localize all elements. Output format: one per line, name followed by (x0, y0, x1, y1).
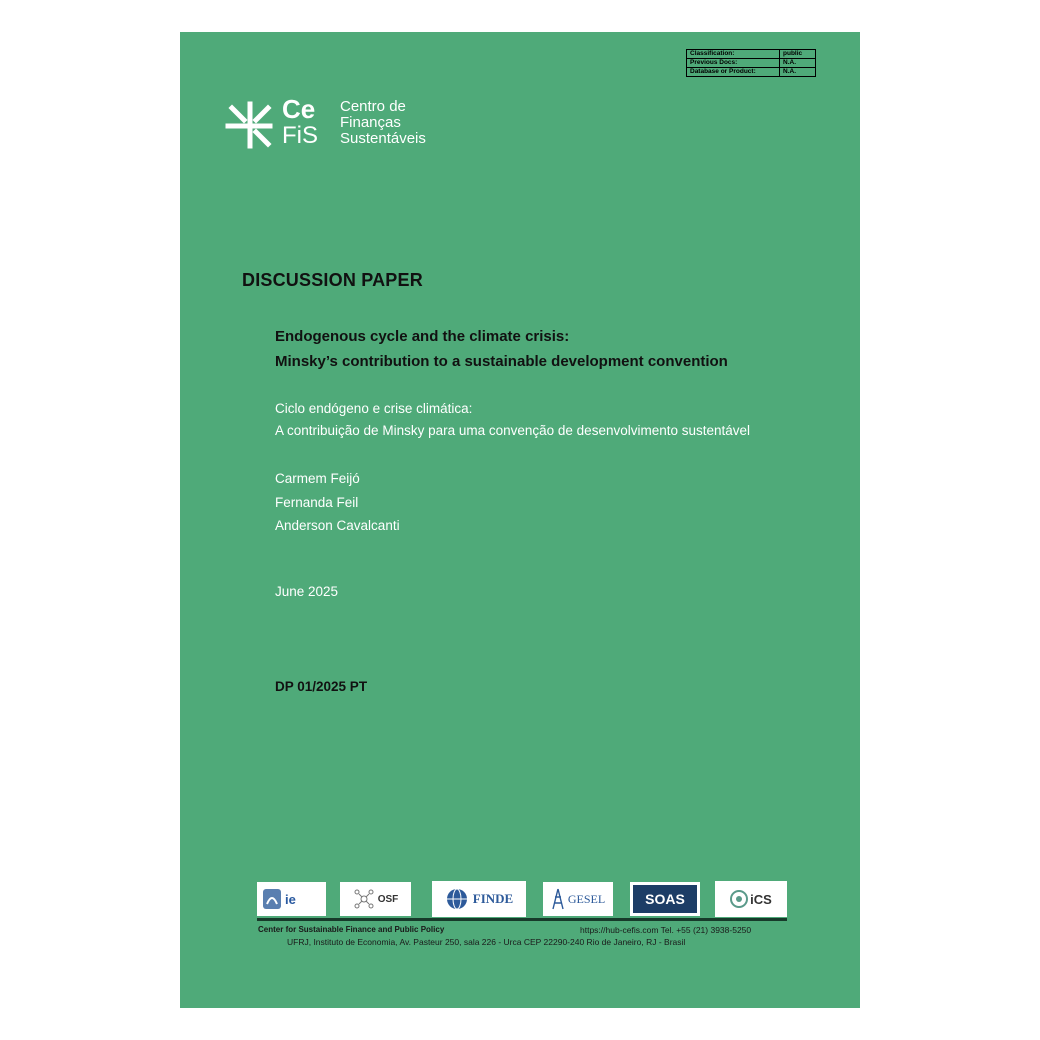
classification-table (686, 49, 816, 77)
footer-organization: Center for Sustainable Finance and Public Policy (258, 925, 445, 934)
author: Fernanda Feil (275, 494, 359, 510)
title-line: Ciclo endógeno e crise climática: (275, 401, 473, 416)
footer-divider (257, 918, 787, 921)
partner-logo-ie (257, 882, 326, 916)
author: Anderson Cavalcanti (275, 518, 400, 533)
publication-date: June 2025 (275, 584, 339, 599)
footer-address: UFRJ, Instituto de Economia, Av. Pasteur 250, sala 226 - Urca CEP 22290-240 Rio de Janeiro, RJ - Brasil (287, 937, 686, 947)
partner-logo-osf (340, 882, 411, 916)
classification-key: Database or Product: (687, 68, 780, 77)
ie-emblem-icon (261, 886, 283, 912)
author: Carmem Feijó (275, 471, 360, 486)
partner-logo-finde (432, 881, 526, 917)
title-line: Minsky’s contribution to a sustainable development convention (275, 353, 728, 370)
partner-label: FINDE (472, 891, 514, 906)
logo-ce: Ce (282, 94, 316, 124)
classification-value: public (780, 50, 816, 59)
partner-label: OSF (377, 893, 399, 905)
cefis-mark-icon (222, 98, 274, 150)
logo-fis: FiS (282, 122, 318, 149)
logo-wordmark (340, 99, 426, 147)
title-line: A contribuição de Minsky para uma convenção de desenvolvimento sustentável (275, 423, 751, 438)
classification-value: N.A. (780, 68, 816, 77)
classification-row (687, 59, 816, 68)
osf-network-icon (353, 888, 375, 910)
partner-label: SOAS (645, 891, 685, 907)
classification-row (687, 50, 816, 59)
ics-circle-icon (730, 890, 748, 908)
logo-line: Finanças (340, 114, 401, 131)
gesel-tower-icon (551, 887, 565, 911)
classification-key: Classification: (687, 50, 780, 59)
logo-line: Centro de (340, 98, 406, 115)
partner-logo-soas (630, 882, 700, 916)
partner-label: ie (285, 891, 296, 907)
author-list (275, 467, 400, 538)
classification-row (687, 68, 816, 77)
partner-label: GESEL (567, 891, 606, 906)
partner-label: iCS (750, 891, 772, 907)
cefis-logo (222, 96, 462, 152)
classification-value: N.A. (780, 59, 816, 68)
finde-globe-icon (445, 887, 469, 911)
footer-contact: https://hub-cefis.com Tel. +55 (21) 3938-5250 (580, 925, 752, 935)
logo-line: Sustentáveis (340, 130, 426, 147)
partner-logo-ics (715, 881, 787, 917)
title-line: Endogenous cycle and the climate crisis: (275, 328, 570, 345)
paper-number: DP 01/2025 PT (275, 679, 368, 694)
classification-key: Previous Docs: (687, 59, 780, 68)
title-portuguese (275, 398, 750, 442)
partner-logo-gesel (543, 882, 613, 916)
document-type-heading: DISCUSSION PAPER (242, 270, 423, 290)
title-english (275, 324, 728, 374)
